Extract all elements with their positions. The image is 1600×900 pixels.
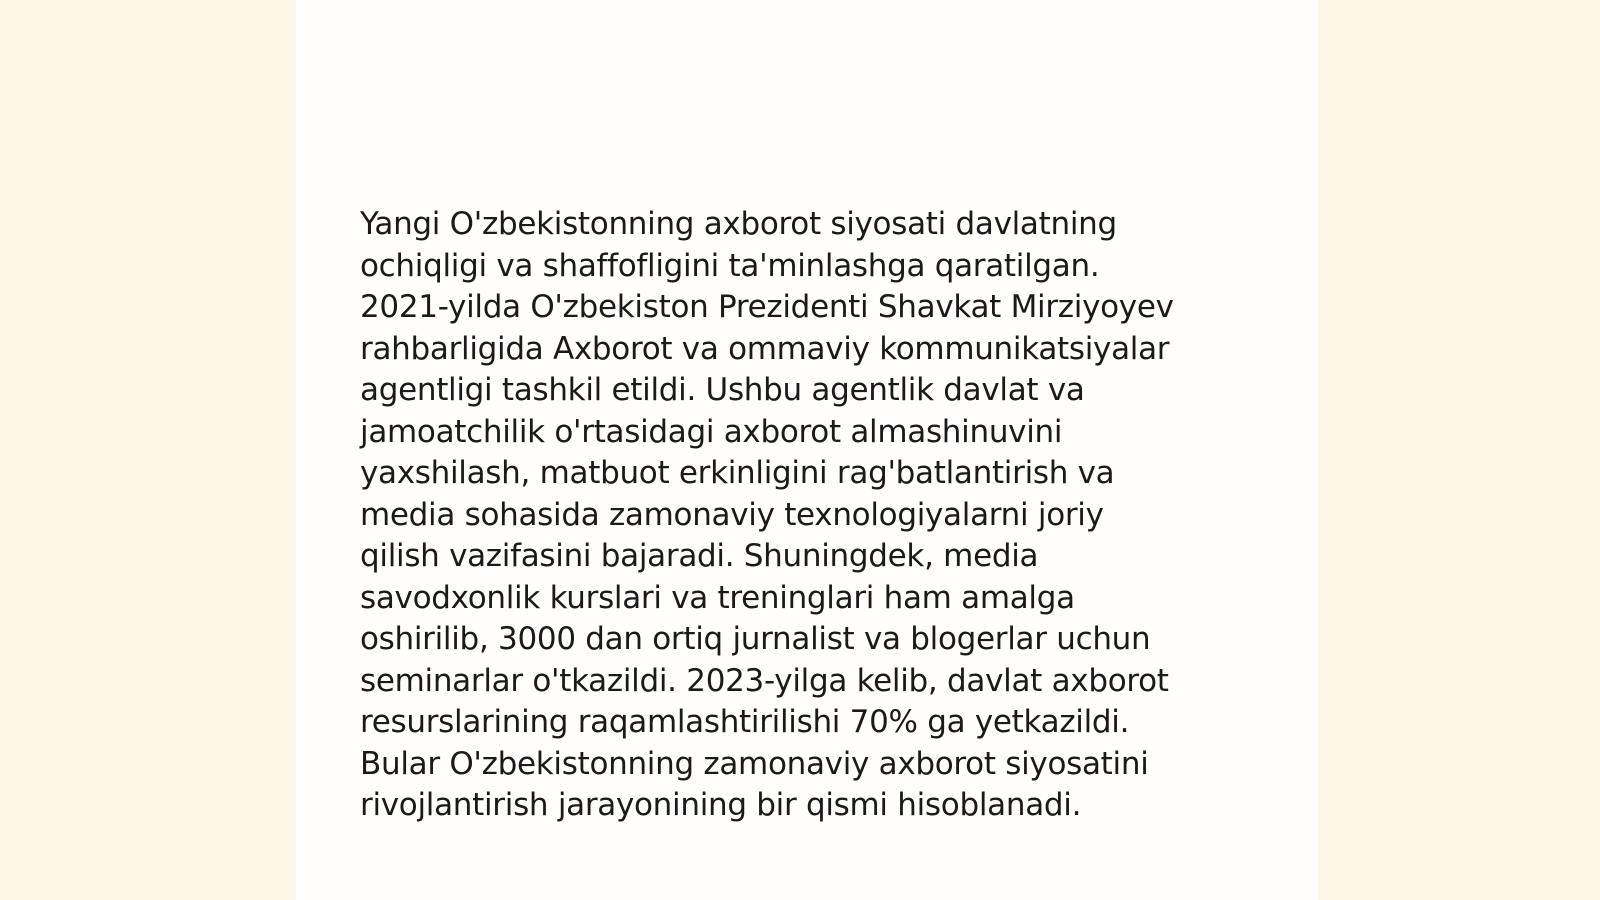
paragraph-line: ochiqligi va shaffofligini ta'minlashga qaratilgan. <box>360 247 1100 284</box>
paragraph-line: jamoatchilik o'rtasidagi axborot almashinuvini <box>360 413 1063 450</box>
paragraph-line: oshirilib, 3000 dan ortiq jurnalist va blogerlar uchun <box>360 621 1151 657</box>
paragraph-line: rivojlantirish jarayonining bir qismi hisoblanadi. <box>360 787 1082 823</box>
paragraph-line: yaxshilash, matbuot erkinligini rag'batlantirish va <box>360 455 1115 491</box>
paragraph-line: resurslarining raqamlashtirilishi 70% ga yetkazildi. <box>360 704 1130 740</box>
paragraph-line: Yangi O'zbekistonning axborot siyosati davlatning <box>360 206 1117 242</box>
paragraph-line: Bular O'zbekistonning zamonaviy axborot siyosatini <box>360 745 1149 782</box>
document-page <box>296 0 1318 900</box>
paragraph-line: media sohasida zamonaviy texnologiyalarni joriy <box>360 496 1104 533</box>
body-paragraph <box>360 204 1260 827</box>
paragraph-line: agentligi tashkil etildi. Ushbu agentlik davlat va <box>360 372 1085 408</box>
paragraph-line: seminarlar o'tkazildi. 2023-yilga kelib, davlat axborot <box>360 662 1169 699</box>
paragraph-line: 2021-yilda O'zbekiston Prezidenti Shavkat Mirziyoyev <box>360 289 1174 325</box>
paragraph-line: qilish vazifasini bajaradi. Shuningdek, media <box>360 538 1039 574</box>
paragraph-line: savodxonlik kurslari va treninglari ham amalga <box>360 579 1075 616</box>
paragraph-line: rahbarligida Axborot va ommaviy kommunikatsiyalar <box>360 330 1170 367</box>
